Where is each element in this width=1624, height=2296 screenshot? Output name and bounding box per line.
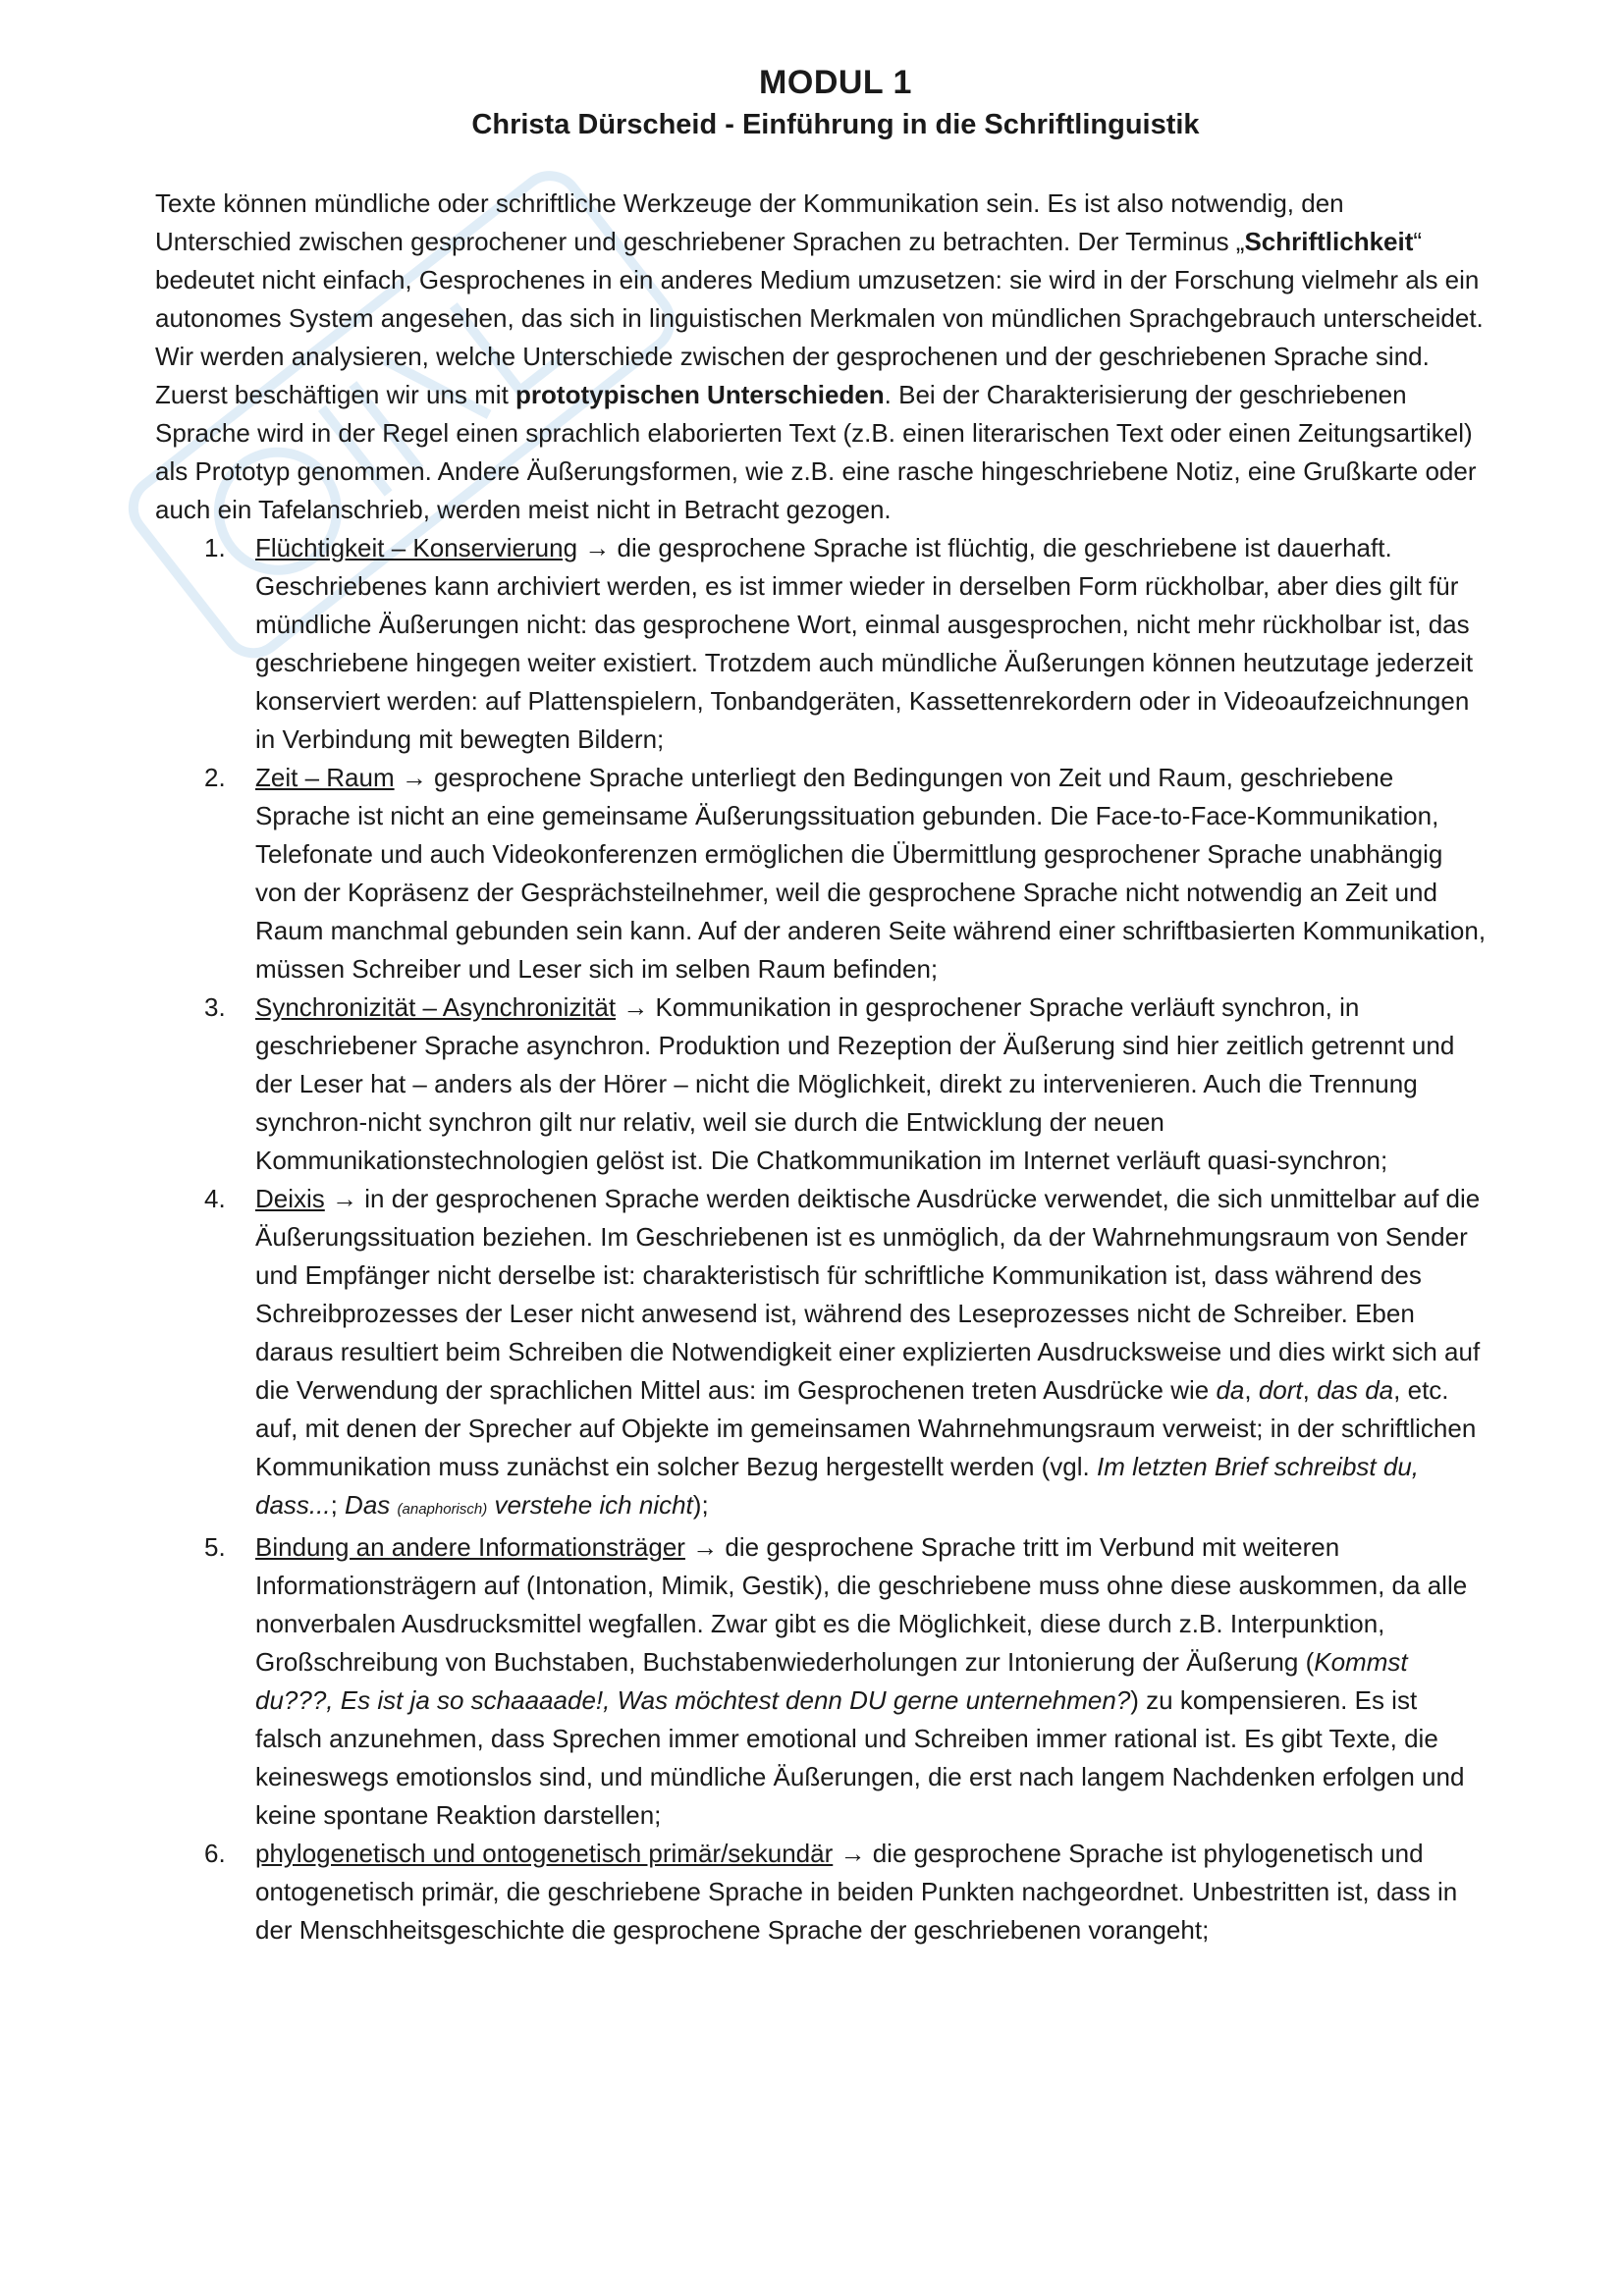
list-item: 3. Synchronizität – Asynchronizität → Kommunikation in gesprochener Sprache verläuft synchron, in geschriebener Sprache asynchron. Produktion und Rezeption der Äußerung sind hier zeitlich getrennt und der Leser hat – anders als der Hörer – nicht die Möglichkeit, direkt zu intervenieren. Auch die Trennung synchron-nicht synchron gilt nur relativ, weil sie durch die Entwicklung der neuen Kommunikationstechnologien gelöst ist. Die Chatkommunikation im Internet verläuft quasi-synchron; <box>155 988 1487 1180</box>
term-schriftlichkeit: Schriftlichkeit <box>1244 227 1414 256</box>
document-page <box>155 61 1487 1949</box>
term-prototypische-unterschiede: prototypischen Unterschieden <box>515 380 885 409</box>
page-subtitle: Christa Dürscheid - Einführung in die Schriftlinguistik <box>471 109 1200 140</box>
anaphoric-note: (anaphorisch) <box>397 1501 488 1518</box>
list-number: 5. <box>204 1532 226 1562</box>
list-item: 6. phylogenetisch und ontogenetisch primär/sekundär → die gesprochene Sprache ist phylogenetisch und ontogenetisch primär, die geschriebene Sprache in beiden Punkten nachgeordnet. Unbestritten ist, dass in der Menschheitsgeschichte die gesprochene Sprache der geschriebenen vorangeht; <box>155 1835 1487 1949</box>
list-term: Bindung an andere Informationsträger <box>255 1532 685 1562</box>
list-term: phylogenetisch und ontogenetisch primär/sekundär <box>255 1839 834 1868</box>
list-number: 2. <box>204 763 226 792</box>
list-number: 4. <box>204 1184 226 1213</box>
list-item: 5. Bindung an andere Informationsträger → die gesprochene Sprache tritt im Verbund mit weiteren Informationsträgern auf (Intonation, Mimik, Gestik), die geschriebene muss ohne diese auskommen, da alle nonverbalen Ausdrucksmittel wegfallen. Zwar gibt es die Möglichkeit, diese durch z.B. Interpunktion, Großschreibung von Buchstaben, Buchstabenwiederholungen zur Intonierung der Äußerung (Kommst du???, Es ist ja so schaaaade!, Was möchtest denn DU gerne unternehmen?) zu kompensieren. Es ist falsch anzunehmen, dass Sprechen immer emotional und Schreiben immer rational ist. Es gibt Texte, die keineswegs emotionslos sind, und mündliche Äußerungen, die erst nach langem Nachdenken erfolgen und keine spontane Reaktion darstellen; <box>155 1528 1487 1835</box>
list-number: 6. <box>204 1839 226 1868</box>
list-item: 4. Deixis → in der gesprochenen Sprache werden deiktische Ausdrücke verwendet, die sich unmittelbar auf die Äußerungssituation beziehen. Im Geschriebenen ist es unmöglich, da der Wahrnehmungsraum von Sender und Empfänger nicht derselbe ist: charakteristisch für schriftliche Kommunikation ist, dass während des Schreibprozesses der Leser nicht anwesend ist, während des Leseprozesses nicht de Schreiber. Eben daraus resultiert beim Schreiben die Notwendigkeit einer explizierten Ausdrucksweise und dies wirkt sich auf die Verwendung der sprachlichen Mittel aus: im Gesprochenen treten Ausdrücke wie da, dort, das da, etc. auf, mit denen der Sprecher auf Objekte im gemeinsamen Wahrnehmungsraum verweist; in der schriftlichen Kommunikation muss zunächst ein solcher Bezug hergestellt werden (vgl. Im letzten Brief schreibst du, dass...; Das (anaphorisch) verstehe ich nicht); <box>155 1180 1487 1528</box>
list-term: Zeit – Raum <box>255 763 395 792</box>
list-number: 1. <box>204 533 226 562</box>
list-item: 2. Zeit – Raum → gesprochene Sprache unterliegt den Bedingungen von Zeit und Raum, geschriebene Sprache ist nicht an eine gemeinsame Äußerungssituation gebunden. Die Face-to-Face-Kommunikation, Telefonate und auch Videokonferenzen ermöglichen die Übermittlung gesprochener Sprache unabhängig von der Kopräsenz der Gesprächsteilnehmer, weil die gesprochene Sprache nicht notwendig an Zeit und Raum manchmal gebunden sein kann. Auf der anderen Seite während einer schriftbasierten Kommunikation, müssen Schreiber und Leser sich im selben Raum befinden; <box>155 759 1487 988</box>
list-term: Flüchtigkeit – Konservierung <box>255 533 578 562</box>
intro-paragraph-1: Texte können mündliche oder schriftliche Werkzeuge der Kommunikation sein. Es ist also notwendig, den Unterschied zwischen gesprochener und geschriebener Sprachen zu betrachten. Der Terminus „Schriftlichkeit“ bedeutet nicht einfach, Gesprochenes in ein anderes Medium umzusetzen: sie wird in der Forschung vielmehr als ein autonomes System angesehen, das sich in linguistischen Merkmalen von mündlichen Sprachgebrauch unterscheidet. Wir werden analysieren, welche Unterschiede zwischen der gesprochenen und der geschriebenen Sprache sind. <box>155 188 1484 371</box>
list-term: Synchronizität – Asynchronizität <box>255 992 617 1022</box>
list-number: 3. <box>204 992 226 1022</box>
page-title: MODUL 1 <box>759 64 912 101</box>
intro-paragraph-2: Zuerst beschäftigen wir uns mit prototypischen Unterschieden. Bei der Charakterisierung der geschriebenen Sprache wird in der Regel einen sprachlich elaborierten Text (z.B. einen literarischen Text oder einen Zeitungsartikel) als Prototyp genommen. Andere Äußerungsformen, wie z.B. eine rasche hingeschriebene Notiz, eine Grußkarte oder auch ein Tafelanschrieb, werden meist nicht in Betracht gezogen. <box>155 380 1477 524</box>
difference-list <box>155 529 1487 1949</box>
list-term: Deixis <box>255 1184 325 1213</box>
list-item: 1. Flüchtigkeit – Konservierung → die gesprochene Sprache ist flüchtig, die geschriebene ist dauerhaft. Geschriebenes kann archiviert werden, es ist immer wieder in derselben Form rückholbar, aber dies gilt für mündliche Äußerungen nicht: das gesprochene Wort, einmal ausgesprochen, nicht mehr rückholbar ist, das geschriebene hingegen weiter existiert. Trotzdem auch mündliche Äußerungen können heutzutage jederzeit konserviert werden: auf Plattenspielern, Tonbandgeräten, Kassettenrekordern oder in Videoaufzeichnungen in Verbindung mit bewegten Bildern; <box>155 529 1487 759</box>
